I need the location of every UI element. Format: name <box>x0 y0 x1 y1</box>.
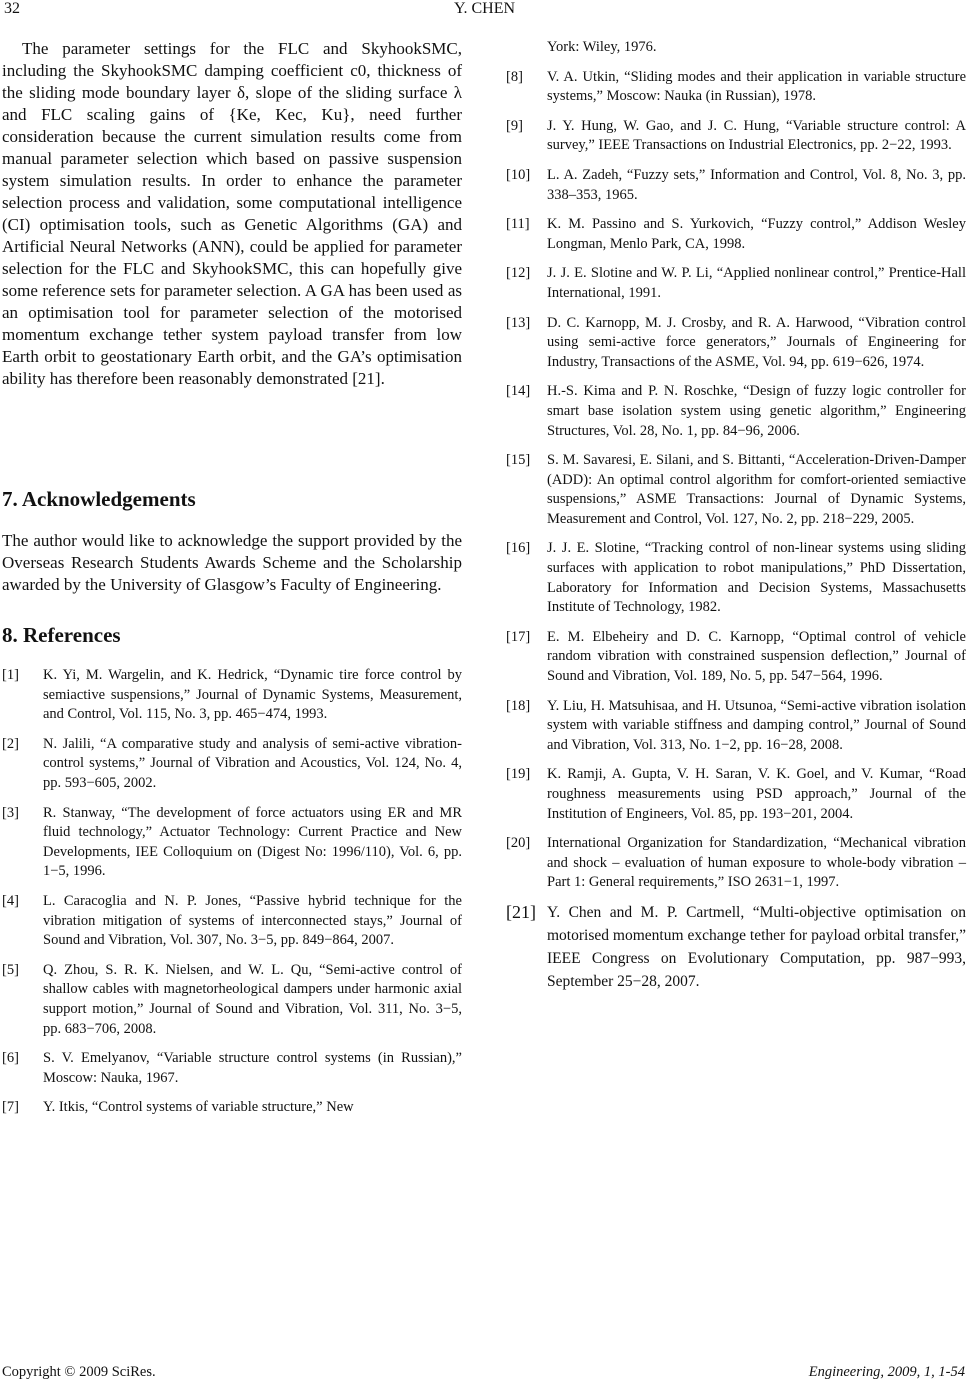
reference-item: [6] S. V. Emelyanov, “Variable structure control systems (in Russian),” Moscow: Nauka, 1967. <box>2 1050 462 1086</box>
references-title: 8. References <box>2 623 121 647</box>
copyright-notice: Copyright © 2009 SciRes. <box>2 1364 156 1380</box>
page-footer <box>0 1364 969 1384</box>
reference-item: [12] J. J. E. Slotine and W. P. Li, “Applied nonlinear control,” Prentice-Hall International, 1991. <box>506 265 966 301</box>
reference-item: [21] Y. Chen and M. P. Cartmell, “Multi-objective optimisation on motorised momentum exchange tether for payload orbital transfer,” IEEE Congress on Evolutionary Computation, pp. 987−993, September 25−28, 2007. <box>506 901 966 990</box>
journal-citation: Engineering, 2009, 1, 1-54 <box>808 1364 965 1380</box>
page-number: 32 <box>4 0 20 17</box>
reference-item: [18] Y. Liu, H. Matsuhisaa, and H. Utsunoa, “Semi-active vibration isolation system with variable stiffness and damping control,” Journal of Sound and Vibration, Vol. 313, No. 1−2, pp. 16−28, 2008. <box>506 697 966 753</box>
reference-item: [3] R. Stanway, “The development of force actuators using ER and MR fluid technology,” Actuator Technology: Current Practice and New Developments, IEE Colloquium on (Digest No: 1996/110), Vol. 6, pp. 1−5, 1996. <box>2 804 462 880</box>
running-head: Y. CHEN <box>453 0 516 17</box>
reference-item: [11] K. M. Passino and S. Yurkovich, “Fuzzy control,” Addison Wesley Longman, Menlo Park, CA, 1998. <box>506 216 966 252</box>
reference-item: [13] D. C. Karnopp, M. J. Crosby, and R. A. Harwood, “Vibration control using semi-active force generators,” Journals of Engineering for Industry, Transactions of the ASME, Vol. 94, pp. 619−626, 1974. <box>506 314 966 370</box>
reference-item: [9] J. Y. Hung, W. Gao, and J. C. Hung, “Variable structure control: A survey,” IEEE Transactions on Industrial Electronics, pp. 2−22, 1993. <box>506 117 966 154</box>
reference-item: [16] J. J. E. Slotine, “Tracking control of non-linear systems using sliding surfaces with application to robot manipulations,” PhD Dissertation, Laboratory for Information and Decision Systems, Massachusetts Institute of Technology, 1982. <box>506 540 966 616</box>
right-column <box>506 38 966 993</box>
reference-item: [7] Y. Itkis, “Control systems of variable structure,” New <box>2 1099 354 1116</box>
body-paragraph: The parameter settings for the FLC and SkyhookSMC, including the SkyhookSMC damping coefficient c0, thickness of the sliding mode boundary layer δ, slope of the sliding surface λ and FLC scaling gains of {Ke, Kec, Ku}, need further consideration because the current simulation results come from manual parameter selection which based on passive suspension system simulation results. In order to enhance the parameter selection process and validation, some computational intelligence (CI) optimisation tools, such as Genetic Algorithms (GA) and Artificial Neural Networks (ANN), could be applied for parameter selection for the FLC and SkyhookSMC, this can hopefully give some reference sets for parameter selection. A GA has been used as an optimisation tool for parameter selection of the motorised momentum exchange tether system payload transfer from low Earth orbit to geostationary Earth orbit, and the GA’s optimisation ability has therefore been reasonably demonstrated [21]. <box>2 39 462 388</box>
reference-item: [4] L. Caracoglia and N. P. Jones, “Passive hybrid technique for the vibration mitigation of systems of interconnected stays,” Journal of Sound and Vibration, Vol. 307, No. 3−5, pp. 849−864, 2007. <box>2 892 462 949</box>
acknowledgements-title: 7. Acknowledgements <box>2 487 196 511</box>
reference-item: [8] V. A. Utkin, “Sliding modes and their application in variable structure systems,” Moscow: Nauka (in Russian), 1978. <box>506 68 966 105</box>
reference-item: [5] Q. Zhou, S. R. K. Nielsen, and W. L. Qu, “Semi-active control of shallow cables with magnetorheological dampers under harmonic axial support motion,” Journal of Sound and Vibration, Vol. 311, No. 3−5, pp. 683−706, 2008. <box>2 961 462 1037</box>
reference-item: [2] N. Jalili, “A comparative study and analysis of semi-active vibration-control systems,” Journal of Vibration and Acoustics, Vol. 124, No. 4, pp. 593−605, 2002. <box>2 735 462 791</box>
reference-item: [19] K. Ramji, A. Gupta, V. H. Saran, V. K. Goel, and V. Kumar, “Road roughness measurements using PSD approach,” Journal of the Institution of Engineers, Vol. 85, pp. 193−201, 2004. <box>506 766 966 822</box>
reference-item: [10] L. A. Zadeh, “Fuzzy sets,” Information and Control, Vol. 8, No. 3, pp. 338–353, 1965. <box>506 166 966 203</box>
reference-item: [15] S. M. Savaresi, E. Silani, and S. Bittanti, “Acceleration-Driven-Damper (ADD): An optimal control algorithm for comfort-oriented semiactive suspensions,” ASME Transactions: Journal of Dynamic Systems, Measurement and Control, Vol. 127, No. 2, pp. 218−229, 2005. <box>506 452 966 527</box>
reference-item: [1] K. Yi, M. Wargelin, and K. Hedrick, “Dynamic tire force control by semiactive suspensions,” Journal of Dynamic Systems, Measurement, and Control, Vol. 115, No. 3, pp. 465−474, 1993. <box>2 667 462 723</box>
reference-item: [17] E. M. Elbeheiry and D. C. Karnopp, “Optimal control of vehicle random vibration with constrained suspension deflection,” Journal of Sound and Vibration, Vol. 189, No. 5, pp. 547−564, 1996. <box>506 628 966 685</box>
left-column <box>2 38 462 1118</box>
reference-item-continued: York: Wiley, 1976. <box>547 39 657 55</box>
page-header <box>0 0 969 22</box>
reference-item: [14] H.-S. Kima and P. N. Roschke, “Design of fuzzy logic controller for smart base isolation system using genetic algorithm,” Engineering Structures, Vol. 28, No. 1, pp. 84−96, 2006. <box>506 383 966 439</box>
acknowledgements-text: The author would like to acknowledge the support provided by the Overseas Research Students Awards Scheme and the Scholarship awarded by the University of Glasgow’s Faculty of Engineering. <box>2 531 462 594</box>
reference-item: [20] International Organization for Standardization, “Mechanical vibration and shock – evaluation of human exposure to whole-body vibration – Part 1: General requirements,” ISO 2631−1, 1997. <box>506 835 966 891</box>
